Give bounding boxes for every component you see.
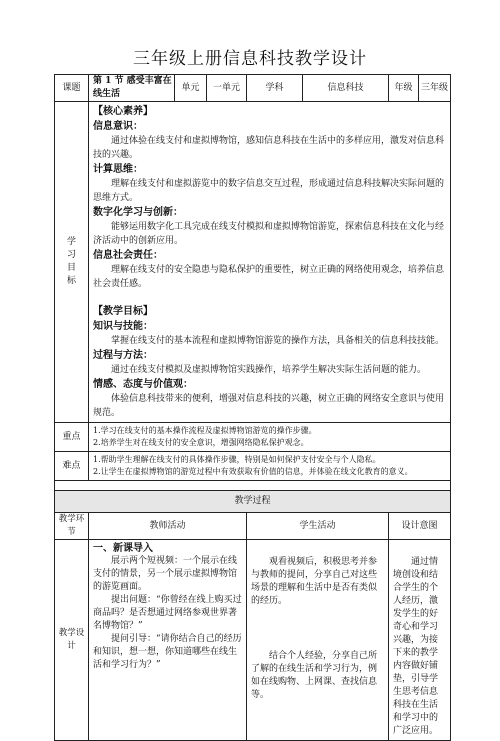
process-column-headers: [55, 513, 451, 540]
key-point-line: 1.学习在线支付的基本操作流程及虚拟博物馆游览的操作步骤。: [93, 426, 317, 435]
goal-text: 通过在线支付模拟及虚拟博物馆实践操作，培养学生解决实际生活问题的能力。: [111, 365, 427, 375]
objective-text: 通过体验在线支付和虚拟博物馆，感知信息科技在生活中的多样应用，激发对信息科技的兴趣。: [93, 136, 445, 160]
objectives-content: [89, 102, 451, 423]
objectives-row: [55, 102, 451, 423]
student-activity: [247, 540, 389, 741]
process-heading: 教学过程: [55, 491, 451, 513]
subject-value: 信息科技: [303, 75, 389, 102]
design-intent: [389, 540, 451, 741]
goal-subheading: 过程与方法：: [93, 350, 153, 361]
objective-heading: 数字化学习与创新：: [93, 207, 183, 218]
teacher-activity: [89, 540, 247, 741]
unit-value: 一单元: [207, 75, 247, 102]
difficult-point-line: 2.让学生在虚拟博物馆的游览过程中有效获取有价值的信息，并体验在线文化教育的意义。: [93, 467, 413, 476]
page-title: 三年级上册信息科技教学设计: [133, 49, 367, 69]
teacher-paragraph: 提问引导：“请你结合自己的经历和知识，想一想，你知道哪些在线生活和学习行为？”: [93, 634, 242, 670]
key-points-content: [89, 423, 451, 452]
intent-paragraph: 通过情境创设和结合学生的个人经历，激发学生的好奇心和学习兴趣，为接下来的教学内容做好铺垫，引导学生思考信息科技在生活和学习中的广泛应用。: [393, 557, 439, 736]
student-paragraph: 结合个人经验，分享自己所了解的在线生活和学习行为，例如在线购物、上网课、查找信息等。: [251, 651, 378, 700]
objectives-label: 学习目标: [55, 102, 89, 423]
objective-text: 能够运用数字化工具完成在线支付模拟和虚拟博物馆游览，探索信息科技在文化与经济活动中的创新应用。: [93, 222, 445, 246]
grade-value: 三年级: [419, 75, 451, 102]
teacher-section-title: 一、新课导入: [93, 543, 153, 554]
difficult-points-row: [55, 452, 451, 481]
grade-label: 年级: [389, 75, 419, 102]
lesson-table: [54, 74, 451, 741]
goal-subheading: 情感、态度与价值观：: [93, 379, 193, 390]
lesson-title: 第 1 节 感受丰富在线生活: [89, 75, 175, 102]
teacher-paragraph: 展示两个短视频：一个展示在线支付的情景，另一个展示虚拟博物馆的游览画面。: [93, 556, 238, 592]
subject-label: 学科: [247, 75, 303, 102]
process-heading-row: [55, 491, 451, 513]
col-teacher: 教师活动: [89, 513, 247, 540]
key-point-line: 2.培养学生对在线支付的安全意识，增强网络隐私保护观念。: [93, 438, 309, 447]
objective-heading: 计算思维：: [93, 164, 143, 175]
key-points-row: [55, 423, 451, 452]
objective-heading: 信息意识：: [93, 121, 143, 132]
col-stage: 教学环节: [55, 513, 89, 540]
goal-text: 体验信息科技带来的便利，增强对信息科技的兴趣，树立正确的网络安全意识与使用规范。: [93, 394, 445, 418]
spacer-row: [55, 481, 451, 491]
col-intent: 设计意图: [389, 513, 451, 540]
goal-heading: 【教学目标】: [93, 306, 153, 317]
process-body-row: [55, 540, 451, 741]
keti-label: 课题: [55, 75, 89, 102]
core-heading: 【核心素养】: [93, 106, 153, 117]
difficult-points-content: [89, 452, 451, 481]
objective-text: 理解在线支付的安全隐患与隐私保护的重要性，树立正确的网络使用观念，培养信息社会责任感。: [93, 265, 445, 289]
col-student: 学生活动: [247, 513, 389, 540]
header-row: [55, 75, 451, 102]
difficult-points-label: 难点: [55, 452, 89, 481]
goal-subheading: 知识与技能：: [93, 321, 153, 332]
unit-label: 单元: [175, 75, 207, 102]
difficult-point-line: 1.帮助学生理解在线支付的具体操作步骤，特别是如何保护支付安全与个人隐私。: [93, 455, 381, 464]
student-paragraph: 观看视频后，积极思考并参与教师的提问，分享自己对这些场景的理解和生活中是否有类似的经历。: [251, 557, 378, 606]
objective-text: 理解在线支付和虚拟游览中的数字信息交互过程，形成通过信息科技解决实际问题的思维方式。: [93, 179, 445, 203]
objective-heading: 信息社会责任：: [93, 250, 163, 261]
teacher-paragraph: 提出问题：“你曾经在线上购买过商品吗？是否想通过网络参观世界著名博物馆？”: [93, 595, 242, 631]
goal-text: 掌握在线支付的基本流程和虚拟博物馆游览的操作方法，具备相关的信息科技技能。: [111, 336, 445, 346]
stage-label: 教学设计: [55, 540, 89, 741]
key-points-label: 重点: [55, 423, 89, 452]
